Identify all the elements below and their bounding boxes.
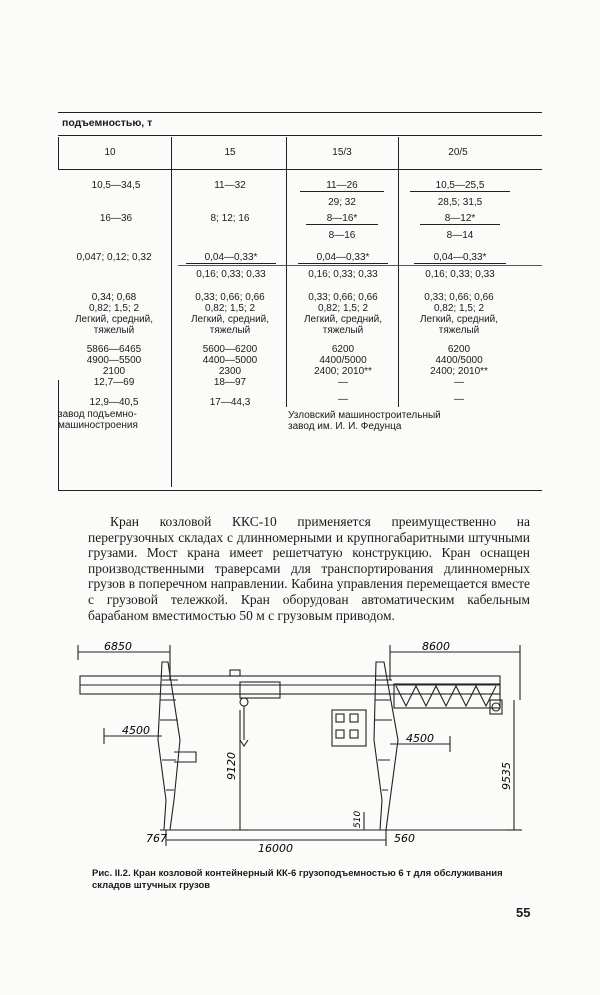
table-cell: —: [454, 377, 464, 388]
dimension-label: 510: [353, 810, 363, 828]
dimension-label: 16000: [258, 842, 293, 855]
figure-caption: Рис. II.2. Кран козловой контейнерный КК-6 грузоподъемностью 6 т для обслуживания складов штучных грузов: [92, 868, 503, 891]
manufacturer: завод подъемно-: [58, 409, 137, 420]
table-cell: Легкий, средний,: [190, 314, 270, 325]
table-cell: Легкий, средний,: [74, 314, 154, 325]
table-cell: 5600—6200: [202, 344, 258, 355]
manufacturer: машиностроения: [58, 420, 138, 431]
table-cell: 4400/5000: [319, 355, 367, 366]
table-header-caption: подъемностью, т: [62, 117, 153, 129]
table-cell: 2400; 2010**: [430, 366, 488, 377]
paragraph-text: Кран козловой ККС-10 применяется преимущественно на перегрузочных складах с длинномерными и крупногабаритными штучными грузами. Мост крана имеет решетчатую конструкцию. Кран оснащен производственными траверсами для транспортирования длинномерных грузов в поперечном направлении. Кабина управления перемещается вместе с грузовой тележкой. Кран оборудован автоматическим кабельным барабаном вместимостью 50 м с грузовым приводом.: [88, 514, 530, 623]
table-cell: 2400; 2010**: [314, 366, 372, 377]
table-cell: 0,33; 0,66; 0,66: [424, 292, 494, 303]
table-cell: 8—16: [328, 230, 356, 241]
table-col-divider: [58, 380, 59, 490]
table-cell: 16—36: [99, 213, 133, 224]
table-cell: 2300: [218, 366, 242, 377]
table-cell: 0,82; 1,5; 2: [204, 303, 256, 314]
table-bottom-rule: [58, 490, 542, 491]
table-cell: 0,16; 0,33; 0,33: [196, 269, 266, 280]
table-cell: 6200: [447, 344, 471, 355]
table-cell: 11—32: [214, 180, 246, 191]
table-cell: 10,5—34,5: [91, 180, 141, 191]
dimension-label: 8600: [422, 640, 450, 653]
table-cell: тяжелый: [93, 325, 135, 336]
table-cell: 4400/5000: [435, 355, 483, 366]
page-number: 55: [516, 905, 531, 920]
body-paragraph: [88, 514, 530, 623]
table-head-rule-top: [58, 135, 542, 136]
table-col-divider: [171, 137, 172, 487]
table-cell: 0,16; 0,33; 0,33: [425, 269, 495, 280]
table-cell: 4900—5500: [86, 355, 142, 366]
table-cell: 8—12*: [420, 213, 500, 225]
table-cell: 0,82; 1,5; 2: [317, 303, 369, 314]
table-cell: 0,04—0,33*: [298, 252, 388, 264]
table-cell: 18—97: [213, 377, 247, 388]
manufacturer: завод им. И. И. Федунца: [288, 421, 402, 432]
table-cell: тяжелый: [438, 325, 480, 336]
table-cell: 2100: [102, 366, 126, 377]
column-header: 15/3: [332, 147, 352, 158]
column-header: 15: [224, 147, 236, 158]
column-header: 10: [104, 147, 116, 158]
table-divider: [178, 265, 542, 266]
table-top-rule: [58, 112, 542, 113]
crane-drawing: [70, 640, 540, 860]
table-cell: —: [338, 377, 348, 388]
table-col-divider: [58, 137, 59, 169]
dimension-label: 4500: [122, 724, 150, 737]
table-cell: 0,82; 1,5; 2: [88, 303, 140, 314]
table-cell: 17—44,3: [209, 397, 251, 408]
dimension-label: 9120: [225, 752, 238, 780]
table-cell: 5866—6465: [86, 344, 142, 355]
table-cell: 29; 32: [328, 197, 356, 208]
table-cell: тяжелый: [322, 325, 364, 336]
table-cell: 0,33; 0,66; 0,66: [308, 292, 378, 303]
table-cell: 0,047; 0,12; 0,32: [76, 252, 152, 263]
table-cell: Легкий, средний,: [303, 314, 383, 325]
dimension-label: 560: [394, 832, 415, 845]
table-cell: 6200: [331, 344, 355, 355]
table-col-divider: [286, 137, 287, 407]
manufacturer: Узловский машиностроительный: [288, 410, 441, 421]
table-cell: 0,16; 0,33; 0,33: [308, 269, 378, 280]
table-cell: 28,5; 31,5: [437, 197, 483, 208]
table-cell: 12,9—40,5: [89, 397, 139, 408]
table-cell: Легкий, средний,: [419, 314, 499, 325]
table-cell: 4400—5000: [202, 355, 258, 366]
table-cell: 0,33; 0,66; 0,66: [195, 292, 265, 303]
table-cell: 11—26: [300, 180, 384, 192]
table-cell: 0,04—0,33*: [414, 252, 506, 264]
table-cell: 0,34; 0,68: [91, 292, 137, 303]
dimension-label: 767: [146, 832, 167, 845]
table-cell: 8; 12; 16: [210, 213, 250, 224]
table-cell: —: [338, 394, 348, 405]
table-cell: 8—14: [446, 230, 474, 241]
table-cell: 12,7—69: [93, 377, 135, 388]
table-cell: 0,82; 1,5; 2: [433, 303, 485, 314]
table-cell: 8—16*: [306, 213, 378, 225]
table-col-divider: [398, 137, 399, 407]
dimension-label: 6850: [104, 640, 132, 653]
dimension-label: 9535: [500, 762, 513, 790]
column-header: 20/5: [448, 147, 468, 158]
table-cell: 0,04—0,33*: [186, 252, 276, 264]
table-cell: —: [454, 394, 464, 405]
table-cell: тяжелый: [209, 325, 251, 336]
table-cell: 10,5—25,5: [410, 180, 510, 192]
table-head-rule-bottom: [58, 169, 542, 170]
dimension-label: 4500: [406, 732, 434, 745]
